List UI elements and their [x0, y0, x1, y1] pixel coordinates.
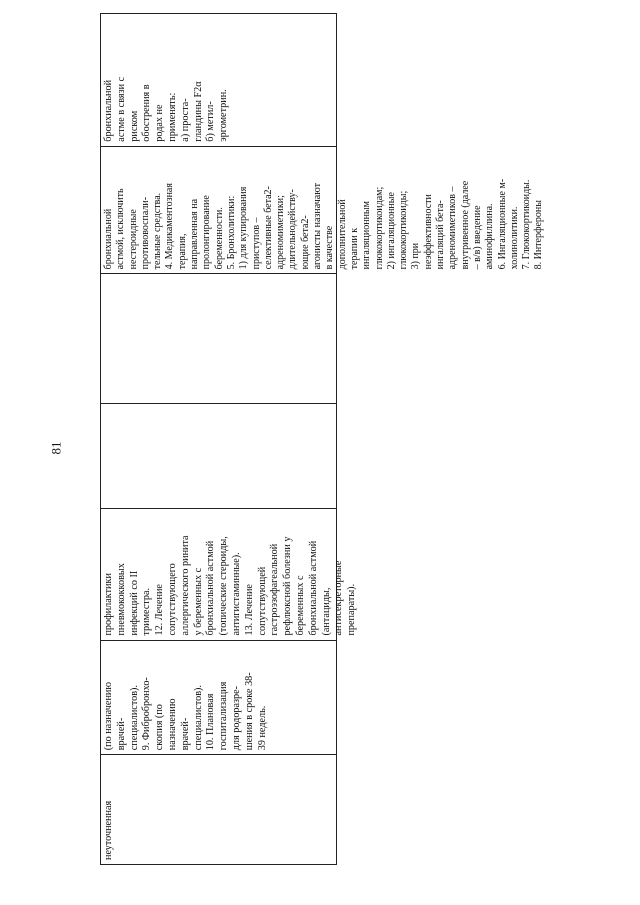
text-line: приступов – — [250, 217, 262, 270]
text-line: родах не — [154, 104, 166, 142]
text-line: бронхиальной — [103, 79, 114, 142]
text-line: назначению — [166, 698, 178, 751]
text-line: неэффективности — [422, 194, 434, 270]
text-line: терапия, — [176, 233, 188, 270]
text-line: – в/в) введение — [471, 205, 483, 270]
text-line: пневмококковых — [115, 563, 127, 636]
text-line: 12. Лечение — [154, 584, 166, 636]
text-line: бронхиальной — [103, 208, 114, 270]
text-line: обострения в — [141, 84, 153, 142]
text-line: беременных с — [294, 575, 306, 636]
text-line: 7. Глюкокортикоиды. — [521, 179, 533, 270]
text-line: беременности. — [213, 207, 225, 270]
text-line: госпитализация — [218, 681, 230, 751]
text-line: терапии к — [348, 227, 360, 270]
page-number: 81 — [48, 441, 64, 455]
text-line: профилактики — [103, 573, 114, 636]
text-line: риском — [128, 110, 140, 142]
text-line: гландины F2α — [192, 81, 204, 142]
text-line: 9. Фибробронхо- — [141, 677, 153, 751]
text-line: агонисты назначают — [312, 183, 324, 270]
text-line: антигистаминные). — [230, 552, 242, 636]
column-3 — [101, 508, 358, 640]
text-line: инфекций со II — [128, 570, 140, 636]
text-line: специалистов). — [192, 685, 204, 751]
text-line: (топические стероиды, — [218, 536, 230, 636]
column-4 — [101, 403, 336, 508]
text-line: триместра. — [141, 587, 153, 636]
text-line: 10. Плановая — [205, 693, 217, 751]
text-line: глюкокортикоиды; — [398, 190, 410, 270]
text-line: аллергического ринита — [179, 535, 191, 636]
column-7 — [101, 14, 336, 146]
cell-col4 — [101, 404, 105, 508]
text-line: 39 недель. — [256, 705, 268, 751]
text-line: адреномиметики; — [275, 195, 287, 270]
text-line: а) проста- — [179, 98, 191, 142]
text-line: 4. Медикаментозная — [164, 183, 176, 270]
text-line: 13. Лечение — [243, 584, 255, 636]
text-line: в качестве — [324, 225, 336, 270]
column-5 — [101, 273, 336, 403]
text-line: 8. Интерфероны — [533, 200, 545, 270]
column-2 — [101, 640, 336, 755]
text-line: 1) для купирования — [238, 186, 250, 270]
text-line: астмой, исключить — [115, 188, 127, 270]
text-line: 5. Бронхолитики: — [225, 195, 237, 270]
cell-col2 — [101, 641, 271, 755]
text-line: применять: — [166, 92, 178, 142]
text-line: рефлюксной болезни у — [282, 536, 294, 636]
text-line: внутривенное (далее — [459, 180, 471, 270]
cell-col6 — [101, 147, 548, 274]
text-line: 6. Ингаляционные м- — [496, 178, 508, 270]
text-line: скопия (по — [154, 704, 166, 751]
text-line: антисекреторные — [333, 560, 345, 636]
text-line: ингаляционным — [361, 201, 373, 270]
text-line: для родоразре- — [230, 685, 242, 751]
text-line: препараты). — [346, 583, 358, 636]
text-line: сопутствующего — [166, 563, 178, 636]
text-line: бронхиальной астмой — [205, 540, 217, 636]
text-line: нестероидные — [127, 209, 139, 270]
clinical-table — [100, 13, 545, 865]
text-line: длительнодейству- — [287, 189, 299, 270]
text-line: дополнительной — [336, 199, 348, 270]
text-line: тельные средства. — [152, 192, 164, 270]
text-line: гастроэзофагеальной — [269, 543, 281, 636]
text-line: (по назначению — [103, 682, 114, 751]
column-1 — [101, 754, 336, 864]
text-line: селективные бета2- — [262, 186, 274, 270]
text-line: шения в сроке 38- — [243, 672, 255, 751]
text-line: холинолитики. — [508, 206, 520, 270]
text-line: неуточненная — [103, 800, 114, 860]
text-line: пролонгирование — [201, 195, 213, 270]
text-line: ющие бета2- — [299, 215, 311, 270]
text-line: сопутствующей — [256, 566, 268, 636]
text-line: врачей- — [115, 717, 127, 751]
text-line: у беременных с — [192, 567, 204, 636]
text-line: врачей- — [179, 717, 191, 751]
text-line: (антациды, — [320, 587, 332, 636]
text-line: специалистов). — [128, 685, 140, 751]
text-line: бронхиальной астмой — [307, 540, 319, 636]
text-line: эргометрин. — [218, 89, 230, 142]
text-line: астме в связи с — [115, 76, 127, 142]
text-line: направленная на — [189, 198, 201, 270]
cell-col1 — [101, 755, 118, 864]
cell-col5 — [101, 274, 105, 403]
rotated-page — [100, 13, 545, 865]
text-line: 2) ингаляционные — [385, 192, 397, 270]
text-line: противовоспали- — [139, 196, 151, 270]
text-line: адреномиметиков – — [447, 186, 459, 270]
column-6 — [101, 146, 545, 274]
cell-col3 — [101, 509, 361, 640]
text-line: аминофиллина. — [484, 203, 496, 270]
text-line: ингаляций бета- — [435, 200, 447, 270]
text-line: 3) при — [410, 242, 422, 270]
cell-col7 — [101, 14, 233, 146]
text-line: б) метил- — [205, 101, 217, 142]
text-line: глюкокортикоидам; — [373, 186, 385, 270]
